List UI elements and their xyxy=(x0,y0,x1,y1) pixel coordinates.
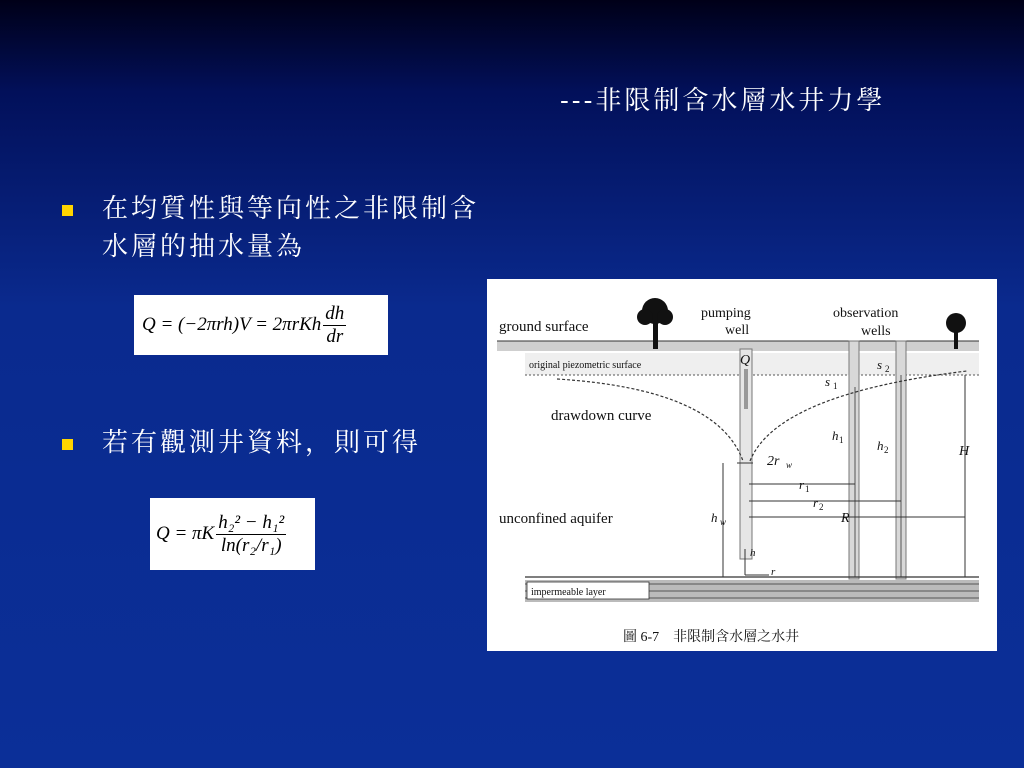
s2-label: s xyxy=(877,357,883,372)
ground-surface-label: ground surface xyxy=(499,319,589,335)
impermeable-layer-label: impermeable layer xyxy=(531,587,606,598)
formula-lhs: Q = πK xyxy=(156,523,215,544)
well-diagram xyxy=(487,279,997,651)
formula-numerator: h₂² − h₁² xyxy=(218,511,285,533)
piezometric-label: original piezometric surface xyxy=(529,360,642,371)
bullet-item xyxy=(62,424,502,464)
h1-subscript: 1 xyxy=(839,435,844,445)
bullet-text: 在均質性與等向性之非限制含水層的抽水量為 xyxy=(102,194,480,262)
slide-title: ---非限制含水層水井力學 xyxy=(560,86,886,116)
pumping-well-label-2: well xyxy=(725,323,750,338)
pumping-well-label: pumping xyxy=(701,306,751,321)
bullet-square-icon xyxy=(62,205,73,216)
2rw-subscript: w xyxy=(786,460,793,470)
r1-label: r xyxy=(799,477,805,492)
bullet-item xyxy=(62,190,502,270)
2rw-label: 2r xyxy=(767,454,780,469)
bullet-square-icon xyxy=(62,439,73,450)
Q-label: Q xyxy=(740,353,751,368)
r2-subscript: 2 xyxy=(819,502,824,512)
h2-subscript: 2 xyxy=(884,445,889,455)
r1-subscript: 1 xyxy=(805,484,810,494)
formula-denominator: dr xyxy=(326,325,344,347)
s1-subscript: 1 xyxy=(833,381,838,391)
h2-label: h xyxy=(877,438,884,453)
H-label: H xyxy=(959,444,970,459)
r-axis-label: r xyxy=(771,566,776,578)
formula-denominator: ln(r₂/r₁) xyxy=(220,534,282,556)
hw-subscript: w xyxy=(720,517,727,527)
observation-wells-label: observation xyxy=(833,306,899,321)
formula-fraction xyxy=(323,303,346,348)
unconfined-aquifer-label: unconfined aquifer xyxy=(499,511,613,527)
h-axis-label: h xyxy=(750,547,756,559)
s2-subscript: 2 xyxy=(885,364,890,374)
formula-lhs: Q = (−2πrh)V = 2πrKh xyxy=(142,314,322,335)
r2-label: r xyxy=(813,495,819,510)
formula-fraction xyxy=(216,512,286,557)
formula-thiem-unconfined xyxy=(150,498,315,570)
hw-label: h xyxy=(711,510,718,525)
h1-label: h xyxy=(832,428,839,443)
figure-caption: 圖 6-7 非限制含水層之水井 xyxy=(623,630,800,645)
s1-label: s xyxy=(825,374,831,389)
bullet-text: 若有觀測井資料，則可得 xyxy=(102,428,422,458)
ground-surface-band xyxy=(497,341,979,351)
observation-wells-label-2: wells xyxy=(861,324,891,339)
R-label: R xyxy=(841,511,850,526)
pump-pipe xyxy=(744,369,748,409)
observation-well-1 xyxy=(849,341,859,579)
formula-pumping-rate xyxy=(134,295,388,355)
formula-numerator: dh xyxy=(325,302,345,324)
drawdown-curve-label: drawdown curve xyxy=(551,408,652,424)
well-diagram-figure xyxy=(487,279,997,651)
